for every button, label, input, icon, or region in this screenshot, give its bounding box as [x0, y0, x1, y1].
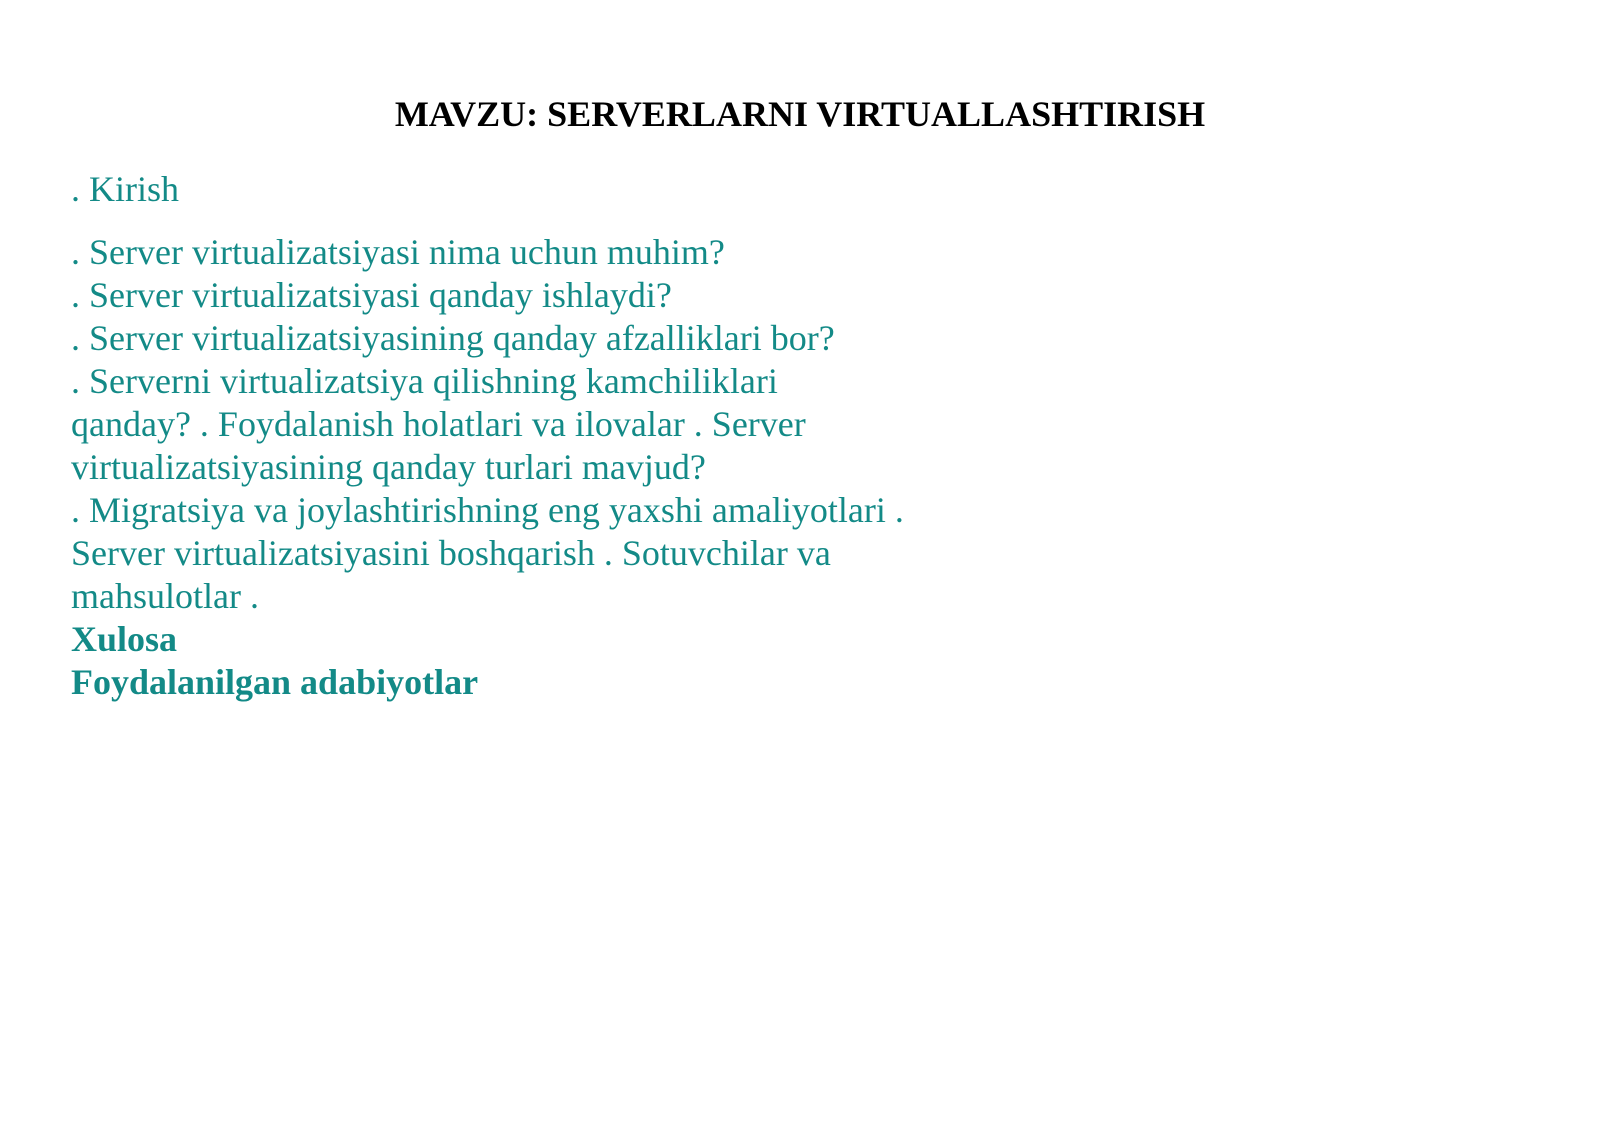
toc-line: virtualizatsiyasining qanday turlari mavjud?	[71, 447, 706, 487]
toc-line: . Serverni virtualizatsiya qilishning kamchiliklari	[71, 361, 778, 401]
toc-line: Server virtualizatsiyasini boshqarish . Sotuvchilar va	[71, 533, 831, 573]
toc-list	[71, 231, 971, 704]
toc-item-references: Foydalanilgan adabiyotlar	[71, 662, 479, 702]
page-title: MAVZU: SERVERLARNI VIRTUALLASHTIRISH	[394, 94, 1206, 134]
toc-line: . Server virtualizatsiyasining qanday afzalliklari bor?	[71, 318, 835, 358]
toc-line: . Server virtualizatsiyasi qanday ishlaydi?	[71, 275, 672, 315]
toc-line: qanday? . Foydalanish holatlari va ilovalar . Server	[71, 404, 806, 444]
toc-line: . Server virtualizatsiyasi nima uchun muhim?	[71, 232, 725, 272]
toc-line: . Migratsiya va joylashtirishning eng yaxshi amaliyotlari .	[71, 490, 904, 530]
toc-item-intro: . Kirish	[71, 169, 179, 209]
toc-line: mahsulotlar .	[71, 576, 259, 616]
toc-item-conclusion: Xulosa	[71, 619, 178, 659]
